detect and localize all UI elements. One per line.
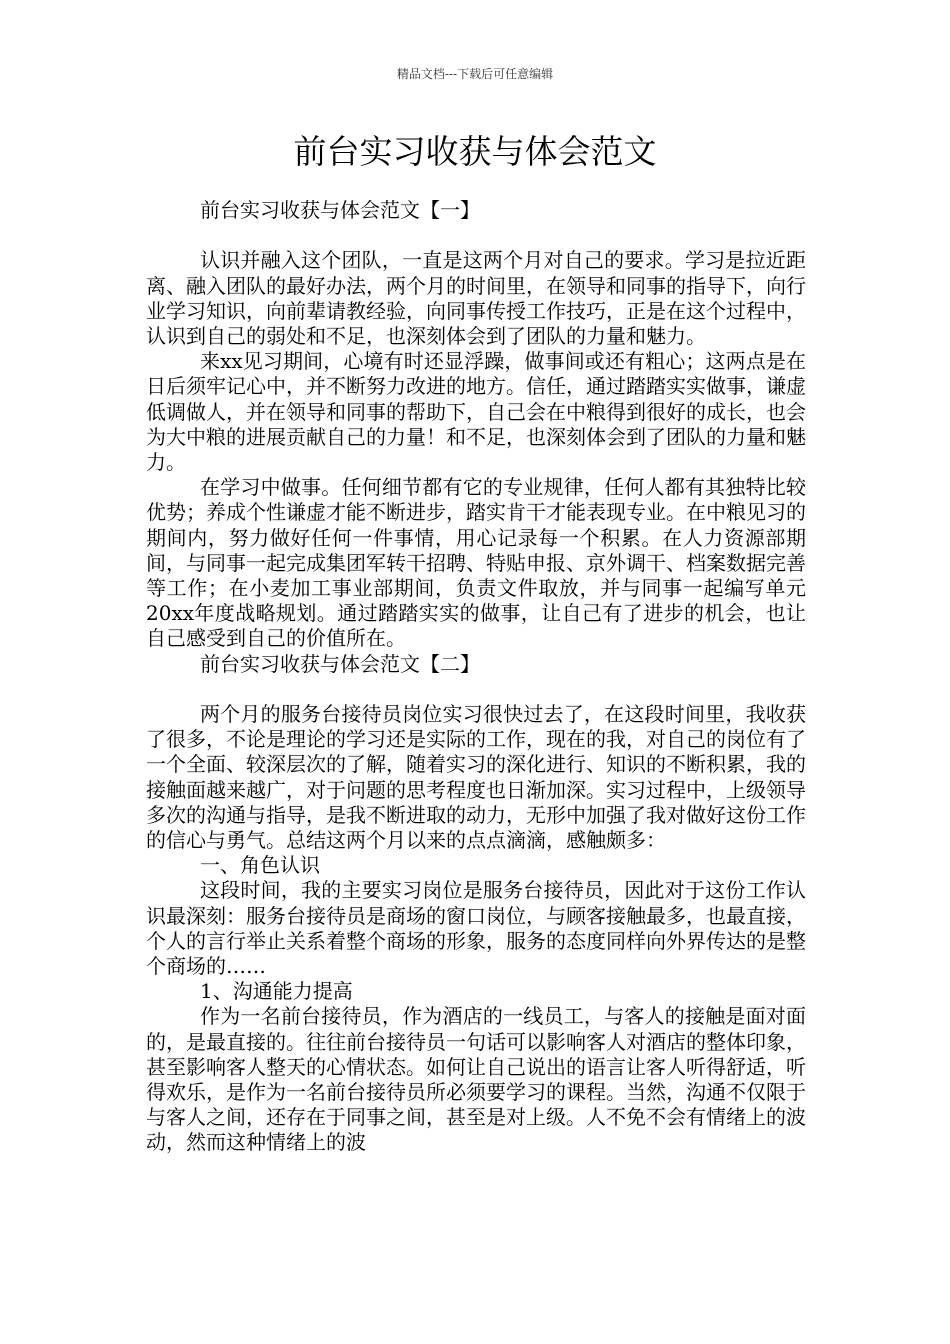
paragraph: 认识并融入这个团队，一直是这两个月对自己的要求。学习是拉近距离、融入团队的最好办法，两个月的时间里，在领导和同事的指导下，向行业学习知识，向前辈请教经验，向同事传授工作技巧，正是在这个过程中，认识到自己的弱处和不足，也深刻体会到了团队的力量和魅力。	[146, 248, 806, 348]
blank-line	[146, 677, 806, 702]
section-heading-1: 前台实习收获与体会范文【一】	[200, 198, 480, 222]
document-body	[146, 198, 806, 1156]
paragraph: 在学习中做事。任何细节都有它的专业规律，任何人都有其独特比较优势；养成个性谦虚才能不断进步，踏实肯干才能表现专业。在中粮见习的期间内，努力做好任何一件事情，用心记录每一个积累。在人力资源部期间，与同事一起完成集团军转干招聘、特贴申报、京外调干、档案数据完善等工作；在小麦加工事业部期间，负责文件取放，并与同事一起编写单元20xx年度战略规划。通过踏踏实实的做事，让自己有了进步的机会，也让自己感受到自己的价值所在。	[146, 475, 806, 651]
part-heading-role: 一、角色认识	[200, 853, 320, 878]
paragraph: 这段时间，我的主要实习岗位是服务台接待员，因此对于这份工作认识最深刻：服务台接待员是商场的窗口岗位，与顾客接触最多，也最直接，个人的言行举止关系着整个商场的形象，服务的态度同样向外界传达的是整个商场的……	[146, 878, 806, 979]
document-title: 前台实习收获与体会范文	[293, 132, 657, 171]
paragraph: 作为一名前台接待员，作为酒店的一线员工，与客人的接触是面对面的，是最直接的。往往前台接待员一句话可以影响客人对酒店的整体印象，甚至影响客人整天的心情状态。如何让自己说出的语言让客人听得舒适，听得欢乐，是作为一名前台接待员所必须要学习的课程。当然，沟通不仅限于与客人之间，还存在于同事之间，甚至是对上级。人不免不会有情绪上的波动，然而这种情绪上的波	[146, 1004, 806, 1155]
section-heading-2: 前台实习收获与体会范文【二】	[200, 651, 480, 676]
point-heading-communication: 1、沟通能力提高	[200, 979, 353, 1004]
paragraph: 两个月的服务台接待员岗位实习很快过去了，在这段时间里，我收获了很多，不论是理论的学习还是实际的工作，现在的我，对自己的岗位有了一个全面、较深层次的了解，随着实习的深化进行、知识的不断积累，我的接触面越来越广，对于问题的思考程度也日渐加深。实习过程中，上级领导多次的沟通与指导，是我不断进取的动力，无形中加强了我对做好这份工作的信心与勇气。总结这两个月以来的点点滴滴，感触颇多：	[146, 702, 806, 853]
paragraph: 来xx见习期间，心境有时还显浮躁，做事间或还有粗心；这两点是在日后须牢记心中，并不断努力改进的地方。信任，通过踏踏实实做事，谦虚低调做人，并在领导和同事的帮助下，自己会在中粮得到很好的成长，也会为大中粮的进展贡献自己的力量！和不足，也深刻体会到了团队的力量和魅力。	[146, 349, 806, 475]
header-note: 精品文档---下载后可任意编辑	[396, 67, 554, 81]
blank-line	[146, 223, 806, 248]
